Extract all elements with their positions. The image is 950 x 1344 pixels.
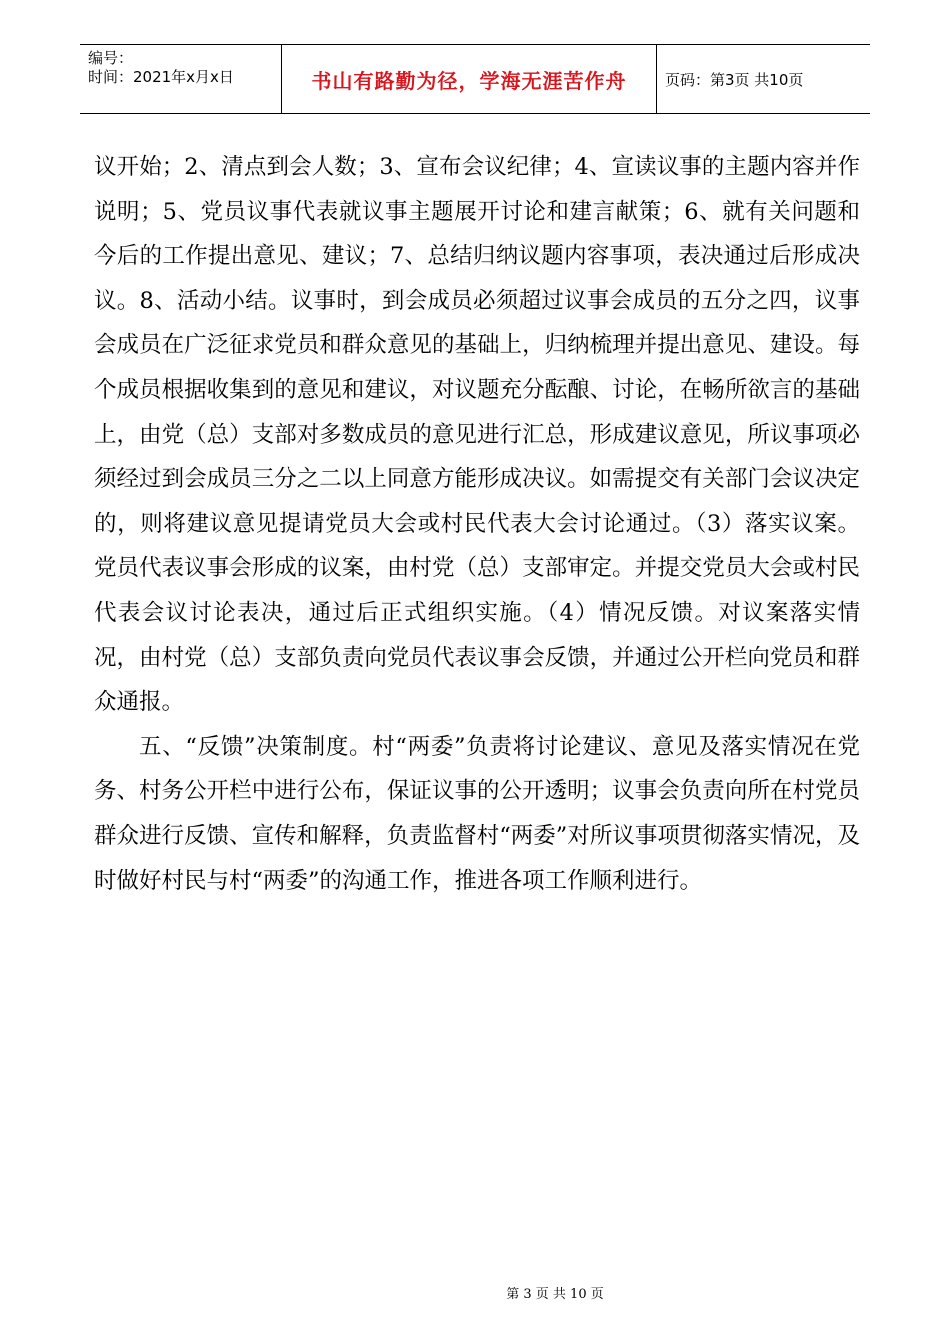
header-meta: [80, 45, 282, 113]
header-motto: 书山有路勤为径，学海无涯苦作舟: [282, 45, 657, 113]
page-header: [80, 44, 870, 114]
doc-number-label: 编号：: [88, 49, 134, 67]
page-footer: 第 3 页 共 10 页: [506, 1287, 604, 1302]
body-paragraph-1: 议开始；2、清点到会人数；3、宣布会议纪律；4、宣读议事的主题内容并作说明；5、党员议事代表就议事主题展开讨论和建言献策；6、就有关问题和今后的工作提出意见、建议；7、总结归纳议题内容事项，表决通过后形成决议。8、活动小结。议事时，到会成员必须超过议事会成员的五分之四，议事会成员在广泛征求党员和群众意见的基础上，归纳梳理并提出意见、建设。每个成员根据收集到的意见和建议，对议题充分酝酿、讨论，在畅所欲言的基础上，由党（总）支部对多数成员的意见进行汇总，形成建议意见，所议事项必须经过到会成员三分之二以上同意方能形成决议。如需提交有关部门会议决定的，则将建议意见提请党员大会或村民代表大会讨论通过。（3）落实议案。党员代表议事会形成的议案，由村党（总）支部审定。并提交党员大会或村民代表会议讨论表决，通过后正式组织实施。（4）情况反馈。对议案落实情况，由村党（总）支部负责向党员代表议事会反馈，并通过公开栏向党员和群众通报。: [94, 154, 860, 716]
time-label: 时间：2021年x月x日: [88, 68, 234, 86]
header-page-code: 页码：第3页 共10页: [665, 70, 804, 89]
body-paragraph-2: 五、“反馈”决策制度。村“两委”负责将讨论建议、意见及落实情况在党务、村务公开栏中进行公布，保证议事的公开透明；议事会负责向所在村党员群众进行反馈、宣传和解释，负责监督村“两委”对所议事项贯彻落实情况，及时做好村民与村“两委”的沟通工作，推进各项工作顺利进行。: [94, 733, 860, 894]
document-body: [94, 145, 860, 903]
